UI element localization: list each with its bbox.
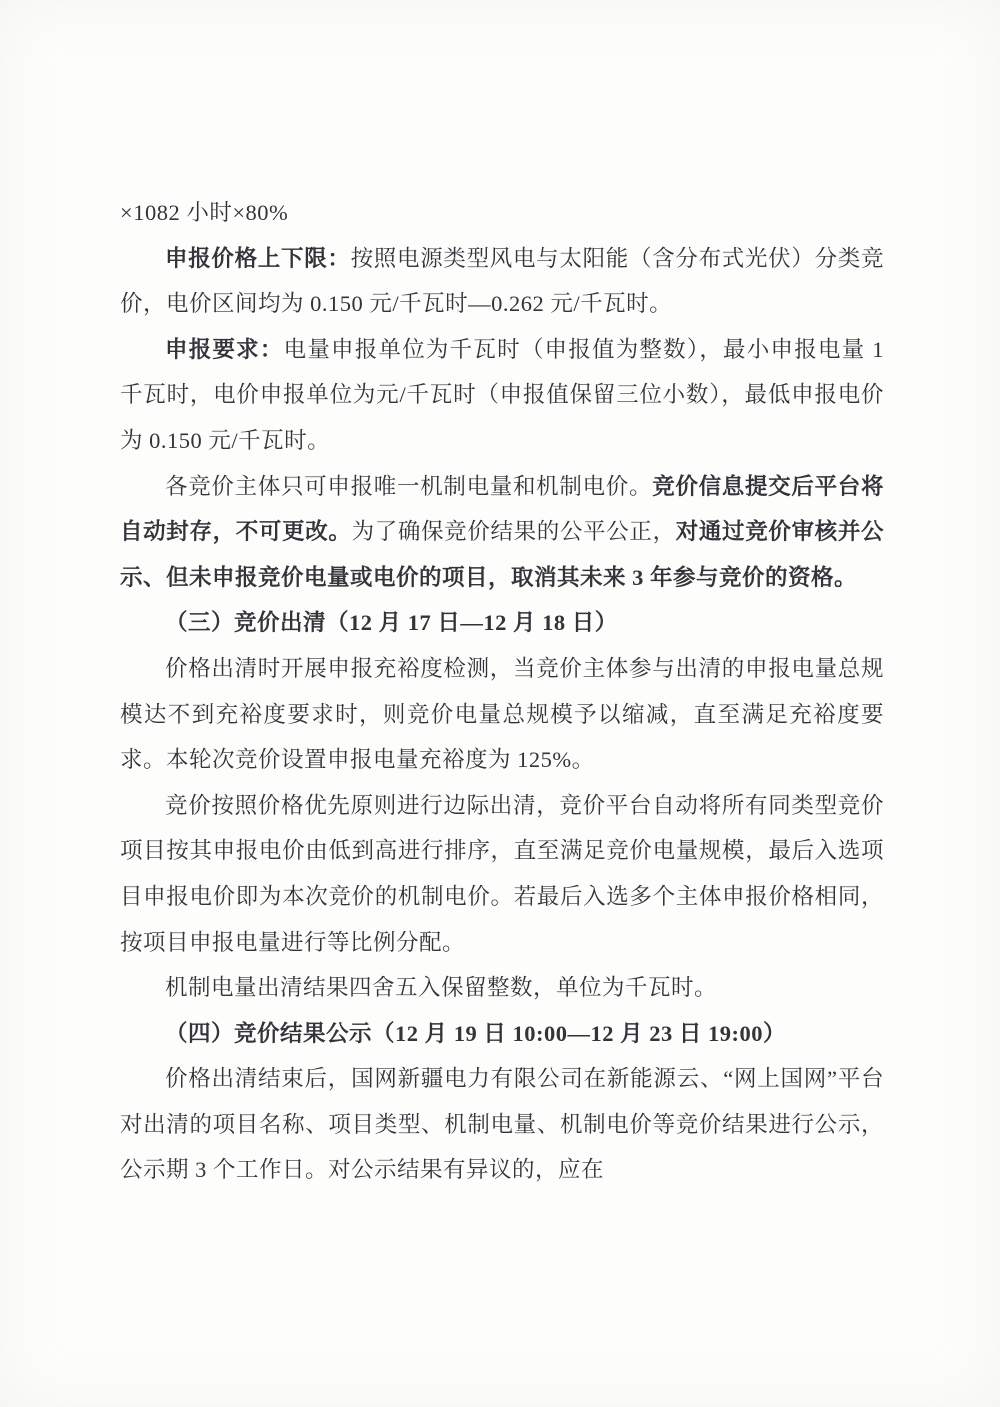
text-run: 价格出清结束后，国网新疆电力有限公司在新能源云、“网上国网”平台对出清的项目名称、项目类型、机制电量、机制电价等竞价结果进行公示，公示期 3 个工作日。对公示结果有异议的，应在 (120, 1066, 884, 1183)
text-run: 各竞价主体只可申报唯一机制电量和机制电价。 (165, 473, 653, 499)
document-body (120, 190, 884, 1193)
text-run: 申报价格上下限： (165, 245, 351, 271)
paragraph (120, 783, 884, 965)
paragraph (120, 464, 884, 601)
text-run: 价格出清时开展申报充裕度检测，当竞价主体参与出清的申报电量总规模达不到充裕度要求时，则竞价电量总规模予以缩减，直至满足充裕度要求。本轮次竞价设置申报电量充裕度为 125%。 (120, 655, 884, 773)
paragraph (120, 1056, 884, 1193)
paragraph (120, 646, 884, 783)
section-heading (120, 1011, 884, 1057)
text-run: （三）竞价出清（12 月 17 日—12 月 18 日） (165, 610, 618, 636)
text-run: 电量申报单位为千瓦时（申报值为整数），最小申报电量 1 千瓦时，电价申报单位为元/千瓦时（申报值保留三位小数），最低申报电价为 0.150 元/千瓦时。 (120, 336, 884, 453)
section-heading (120, 600, 884, 646)
text-run: 竞价按照价格优先原则进行边际出清，竞价平台自动将所有同类型竞价项目按其申报电价由低到高进行排序，直至满足竞价电量规模，最后入选项目申报电价即为本次竞价的机制电价。若最后入选多个主体申报价格相同，按项目申报电量进行等比例分配。 (120, 792, 884, 955)
paragraph (120, 965, 884, 1011)
paragraph (120, 327, 884, 464)
text-run: 按照电源类型风电与太阳能（含分布式光伏）分类竞价，电价区间均为 0.150 元/千瓦时—0.262 元/千瓦时。 (120, 245, 884, 317)
text-run: 为了确保竞价结果的公平公正， (351, 519, 676, 545)
text-run: 申报要求： (165, 336, 284, 362)
paragraph (120, 236, 884, 327)
text-run: 机制电量出清结果四舍五入保留整数，单位为千瓦时。 (165, 975, 718, 1001)
text-run: （四）竞价结果公示（12 月 19 日 10:00—12 月 23 日 19:00） (165, 1020, 786, 1046)
paragraph (120, 190, 884, 236)
text-run: 对通过竞价审核并公示、但未申报竞价电量或电价的项目，取消其未来 3 年参与竞价的资格。 (120, 519, 884, 590)
text-run: ×1082 小时×80% (120, 200, 289, 225)
text-run: 竞价信息提交后平台将自动封存，不可更改。 (120, 473, 884, 545)
